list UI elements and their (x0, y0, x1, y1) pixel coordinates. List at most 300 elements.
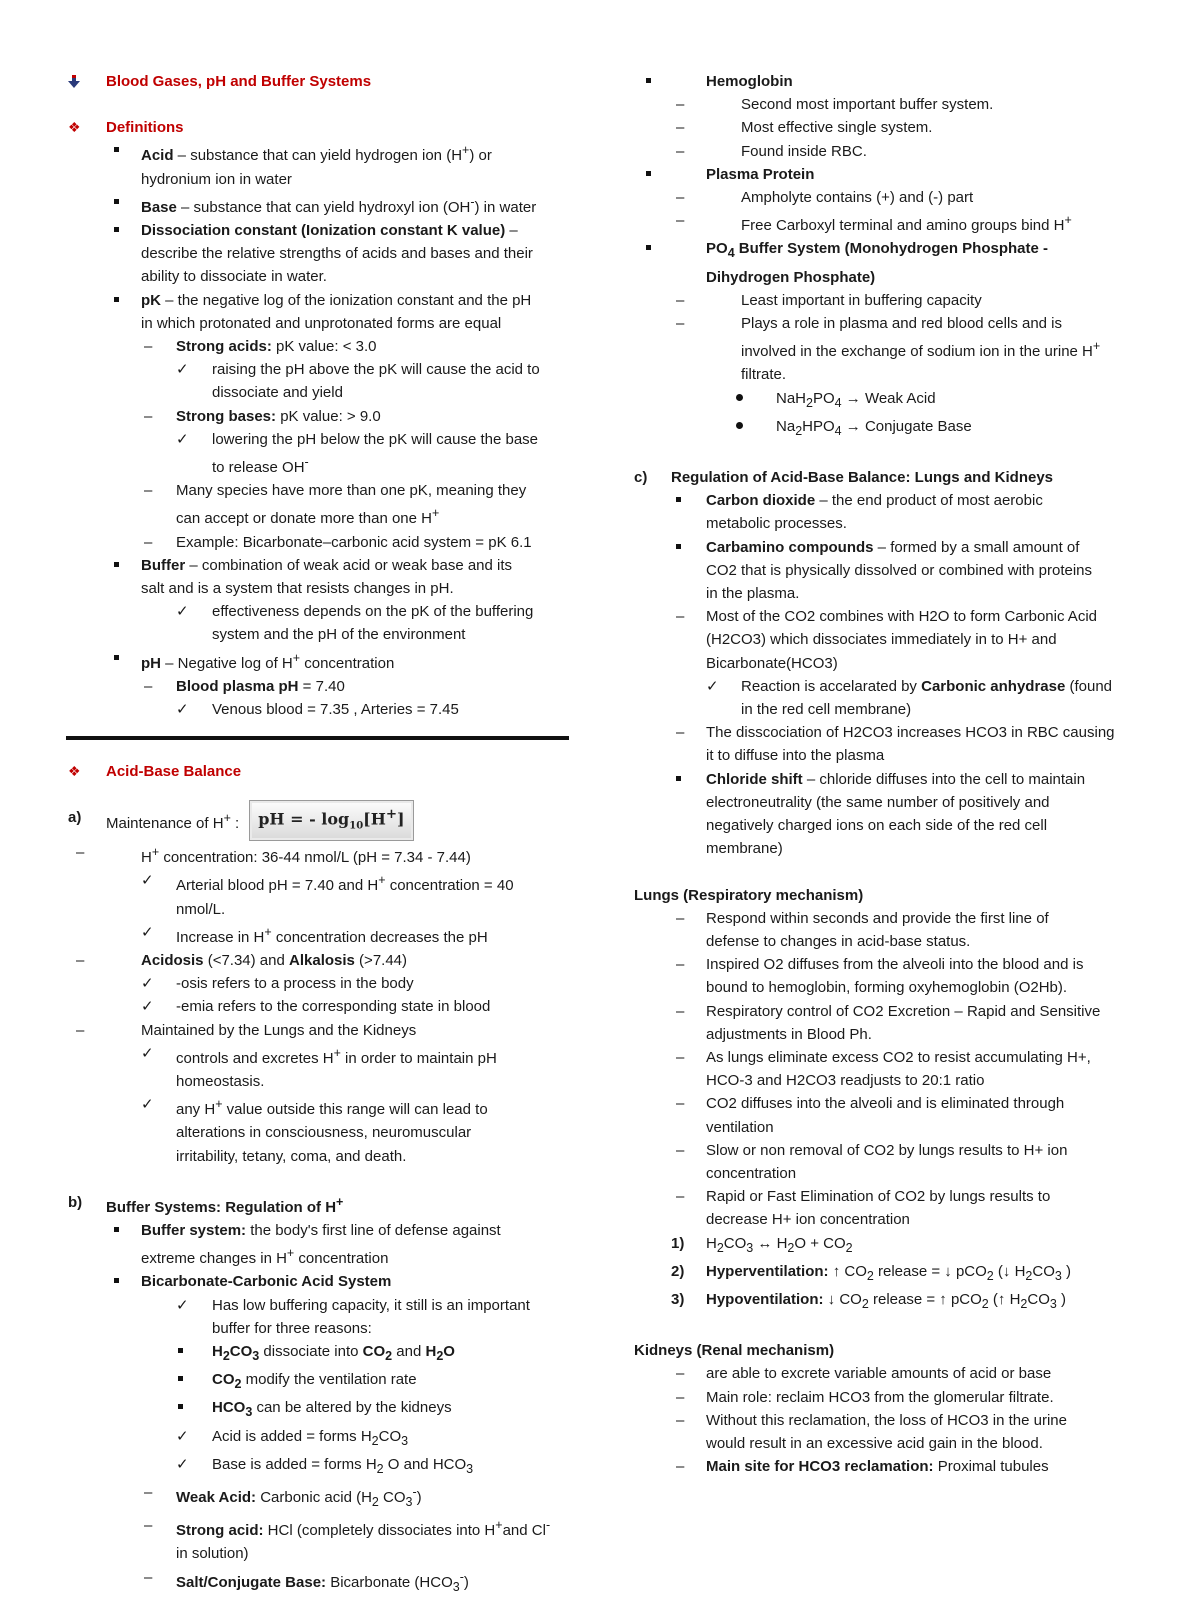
line-text: $CO_2$ modify the ventilation rate (212, 1371, 417, 1392)
line-text: Increase in H+ concentration decreases the pH (176, 924, 488, 946)
text-line (68, 1121, 573, 1144)
line-text: Has low buffering capacity, it still is an important (212, 1296, 530, 1314)
text-line (68, 191, 573, 219)
line-text: Salt/Conjugate Base: Bicarbonate $(HCO_3^-)$ (176, 1569, 469, 1594)
text-line (68, 1453, 573, 1481)
text-line (634, 884, 1139, 907)
text-line (68, 451, 573, 479)
text-line (68, 1542, 573, 1565)
line-text: H+ concentration: 36-44 nmol/L (pH = 7.34 - 7.44) (141, 845, 471, 867)
square-bullet-icon (646, 163, 651, 186)
square-bullet-icon (646, 70, 651, 93)
line-text: Dihydrogen Phosphate) (706, 268, 876, 286)
line-text: Strong acid: HCl (completely dissociates into H+and Cl- (176, 1518, 551, 1540)
line-text: filtrate. (741, 366, 787, 384)
line-text: HCO-3 and H2CO3 readjusts to 20:1 ratio (706, 1072, 985, 1090)
text-line (68, 405, 573, 428)
line-text: irritability, tetany, coma, and death. (176, 1147, 407, 1165)
line-text: Most effective single system. (741, 119, 933, 137)
line-text: dissociate and yield (212, 384, 343, 402)
text-line (68, 289, 573, 312)
line-text: Definitions (106, 119, 184, 137)
text-line (68, 869, 573, 897)
text-line (68, 1093, 573, 1121)
text-line (634, 140, 1139, 163)
text-line (634, 237, 1139, 265)
text-line (68, 428, 573, 451)
line-text: salt and is a system that resists changes in pH. (141, 580, 454, 598)
dash-bullet: – (676, 909, 685, 927)
text-line (634, 559, 1139, 582)
line-text: electroneutrality (the same number of positively and (706, 793, 1050, 811)
text-line (634, 1185, 1139, 1208)
text-line (68, 554, 573, 577)
text-line (68, 600, 573, 623)
text-line (68, 995, 573, 1018)
text-line (68, 1270, 573, 1293)
line-text: Hyperventilation: ↑ $CO_2$ release = ↓ pCO$_2$ (↓ $H_2CO_3$ ) (706, 1262, 1071, 1283)
line-text: Most of the CO2 combines with H2O to form Carbonic Acid (706, 608, 1097, 626)
line-text: $HCO_3$ can be altered by the kidneys (212, 1399, 452, 1420)
line-text: Ampholyte contains (+) and (-) part (741, 189, 974, 207)
text-line (634, 70, 1139, 93)
dash-bullet: – (676, 212, 685, 230)
text-line (634, 652, 1139, 675)
diamond-icon: ❖ (68, 763, 81, 780)
text-line (634, 1362, 1139, 1385)
text-line (68, 502, 573, 530)
text-line (68, 577, 573, 600)
text-line (634, 582, 1139, 605)
dash-bullet: – (144, 677, 153, 695)
text-line (68, 1019, 573, 1042)
line-text: involved in the exchange of sodium ion in the urine H+ (741, 339, 1101, 361)
dash-bullet: – (676, 1002, 685, 1020)
line-text: Acid is added = forms $H_2CO_3$ (212, 1427, 409, 1448)
text-line (634, 698, 1139, 721)
section-divider (66, 736, 569, 740)
spacer (68, 1168, 573, 1191)
spacer (634, 1316, 1139, 1339)
text-line (634, 1023, 1139, 1046)
text-line (68, 1317, 573, 1340)
line-text: Regulation of Acid-Base Balance: Lungs and Kidneys (671, 469, 1054, 487)
dash-bullet: – (676, 608, 685, 626)
square-bullet-icon (178, 1396, 183, 1419)
text-line (68, 806, 573, 841)
text-line (68, 479, 573, 502)
line-text: defense to changes in acid-base status. (706, 932, 971, 950)
line-text: Carbon dioxide – the end product of most aerobic (706, 492, 1043, 510)
dash-bullet: – (76, 844, 85, 862)
line-text: Example: Bicarbonate–carbonic acid system = pK 6.1 (176, 533, 532, 551)
text-line (68, 675, 573, 698)
dash-bullet: – (676, 189, 685, 207)
text-line (634, 1288, 1139, 1316)
line-text: Inspired O2 diffuses from the alveoli into the blood and is (706, 956, 1084, 974)
square-bullet-icon (114, 1219, 119, 1242)
text-line (634, 1139, 1139, 1162)
text-line (634, 1208, 1139, 1231)
line-text: Main role: reclaim HCO3 from the glomerular filtrate. (706, 1388, 1054, 1406)
line-text: Arterial blood pH = 7.40 and H+ concentration = 40 (176, 873, 514, 895)
text-line (634, 1092, 1139, 1115)
line-text: Rapid or Fast Elimination of CO2 by lungs results to (706, 1188, 1051, 1206)
dash-bullet: – (76, 952, 85, 970)
text-line (634, 953, 1139, 976)
line-text: Free Carboxyl terminal and amino groups bind H+ (741, 213, 1072, 235)
text-line (634, 163, 1139, 186)
text-line (68, 698, 573, 721)
line-text: The disscociation of H2CO3 increases HCO3 in RBC causing (706, 724, 1115, 742)
line-text: Many species have more than one pK, meaning they (176, 482, 527, 500)
text-line (68, 70, 573, 93)
text-line (68, 972, 573, 995)
text-line (634, 791, 1139, 814)
line-text: Weak Acid: Carbonic acid ($H_2$ $CO_3^-$) (176, 1485, 422, 1510)
dash-bullet: – (676, 1141, 685, 1159)
line-text: Base – substance that can yield hydroxyl ion (OH-) in water (141, 194, 537, 216)
line-text: decrease H+ ion concentration (706, 1211, 910, 1229)
dash-bullet: – (676, 1188, 685, 1206)
text-line (634, 1409, 1139, 1432)
line-text: pH – Negative log of H+ concentration (141, 650, 395, 672)
text-line (68, 949, 573, 972)
line-text: $H_2CO_3$ dissociate into $CO_2$ and $H_2O$ (212, 1343, 455, 1364)
text-line (634, 837, 1139, 860)
line-text: in the plasma. (706, 585, 800, 603)
dash-bullet: – (676, 142, 685, 160)
text-line (634, 1339, 1139, 1362)
text-line (68, 531, 573, 554)
line-text: Respond within seconds and provide the first line of (706, 909, 1049, 927)
text-line (634, 489, 1139, 512)
line-text: Acid-Base Balance (106, 763, 242, 781)
text-line (634, 1000, 1139, 1023)
text-line (634, 675, 1139, 698)
dash-bullet: – (676, 119, 685, 137)
dot-bullet-icon (736, 415, 743, 438)
line-text: it to diffuse into the plasma (706, 747, 885, 765)
list-label: 1) (671, 1234, 685, 1252)
list-label: b) (68, 1193, 83, 1211)
line-text: extreme changes in H+ concentration (141, 1246, 389, 1268)
line-text: Kidneys (Renal mechanism) (634, 1342, 835, 1360)
dash-bullet: – (144, 1517, 153, 1535)
dash-bullet: – (676, 315, 685, 333)
line-text: describe the relative strengths of acids and bases and their (141, 245, 533, 263)
line-text: are able to excrete variable amounts of acid or base (706, 1365, 1052, 1383)
text-line (634, 721, 1139, 744)
diamond-icon: ❖ (68, 119, 81, 136)
check-icon: ✓ (176, 361, 189, 379)
text-line (634, 363, 1139, 386)
text-line (68, 358, 573, 381)
line-text: Maintained by the Lungs and the Kidneys (141, 1021, 417, 1039)
text-line (634, 387, 1139, 415)
text-line (634, 266, 1139, 289)
text-line (634, 466, 1139, 489)
line-text: system and the pH of the environment (212, 626, 466, 644)
line-text: would result in an excessive acid gain in the blood. (706, 1434, 1043, 1452)
square-bullet-icon (114, 1270, 119, 1293)
line-text: Blood plasma pH = 7.40 (176, 677, 345, 695)
line-text: effectiveness depends on the pK of the buffering (212, 603, 534, 621)
ph-formula-image: pH = - $\log_{10}[H^+]$ (249, 800, 413, 841)
check-icon: ✓ (176, 1455, 189, 1473)
text-line (634, 768, 1139, 791)
square-bullet-icon (114, 554, 119, 577)
square-bullet-icon (114, 289, 119, 312)
dash-bullet: – (676, 1365, 685, 1383)
text-line (68, 1368, 573, 1396)
check-icon: ✓ (141, 872, 154, 890)
line-text: Plasma Protein (706, 165, 815, 183)
line-text: in solution) (176, 1545, 249, 1563)
line-text: Buffer – combination of weak acid or weak base and its (141, 556, 513, 574)
text-line (634, 1069, 1139, 1092)
line-text: membrane) (706, 840, 783, 858)
text-line (68, 1145, 573, 1168)
text-line (68, 647, 573, 675)
check-icon: ✓ (706, 677, 719, 695)
check-icon: ✓ (141, 1096, 154, 1114)
text-line (634, 415, 1139, 443)
line-text: Respiratory control of CO2 Excretion – Rapid and Sensitive (706, 1002, 1101, 1020)
check-icon: ✓ (141, 975, 154, 993)
dash-bullet: – (676, 956, 685, 974)
text-line (68, 1219, 573, 1242)
dash-bullet: – (676, 96, 685, 114)
line-text: -emia refers to the corresponding state in blood (176, 998, 491, 1016)
line-text: pK – the negative log of the ionization constant and the pH (141, 291, 532, 309)
text-line (634, 976, 1139, 999)
check-icon: ✓ (141, 923, 154, 941)
text-line (68, 1340, 573, 1368)
line-text: Buffer system: the body's first line of defense against (141, 1222, 501, 1240)
text-line (634, 1260, 1139, 1288)
check-icon: ✓ (176, 430, 189, 448)
text-line (634, 536, 1139, 559)
text-line (634, 335, 1139, 363)
line-text: hydronium ion in water (141, 170, 292, 188)
right-column (634, 70, 1139, 1478)
text-line (634, 1232, 1139, 1260)
square-bullet-icon (676, 489, 681, 512)
line-text: CO2 diffuses into the alveoli and is eliminated through (706, 1095, 1065, 1113)
text-line (68, 760, 573, 783)
line-text: Found inside RBC. (741, 142, 867, 160)
dash-bullet: – (144, 338, 153, 356)
text-line (634, 1455, 1139, 1478)
dash-bullet: – (144, 407, 153, 425)
line-text: Acidosis (<7.34) and Alkalosis (>7.44) (141, 952, 408, 970)
dash-bullet: – (676, 724, 685, 742)
left-column (68, 70, 573, 1599)
down-arrow-icon (68, 73, 80, 96)
line-text: ability to dissociate in water. (141, 268, 327, 286)
dash-bullet: – (676, 1458, 685, 1476)
line-text: concentration (706, 1164, 797, 1182)
line-text: Main site for HCO3 reclamation: Proximal tubules (706, 1458, 1049, 1476)
dash-bullet: – (144, 1568, 153, 1586)
line-text: Bicarbonate-Carbonic Acid System (141, 1273, 392, 1291)
list-label: 2) (671, 1262, 685, 1280)
line-text: Least important in buffering capacity (741, 291, 982, 309)
text-line (634, 907, 1139, 930)
line-text: Without this reclamation, the loss of HCO3 in the urine (706, 1411, 1067, 1429)
line-text: Hemoglobin (706, 73, 793, 90)
check-icon: ✓ (176, 603, 189, 621)
text-line (68, 1514, 573, 1542)
line-text: ventilation (706, 1118, 774, 1136)
square-bullet-icon (114, 647, 119, 670)
line-text: $Na_2HPO_4$ → Conjugate Base (776, 417, 972, 438)
line-text: Base is added = forms $H_2$ O and $HCO_3$ (212, 1455, 474, 1476)
line-text: lowering the pH below the pK will cause the base (212, 430, 539, 448)
line-text: nmol/L. (176, 900, 226, 918)
line-text: negatively charged ions on each side of the red cell (706, 817, 1048, 835)
text-line (68, 1566, 573, 1599)
text-line (68, 139, 573, 167)
line-text: As lungs eliminate excess CO2 to resist accumulating H+, (706, 1048, 1091, 1066)
text-line (634, 1116, 1139, 1139)
text-line (68, 1425, 573, 1453)
line-text: buffer for three reasons: (212, 1319, 372, 1337)
text-line (68, 1396, 573, 1424)
line-text: in the red cell membrane) (741, 701, 912, 719)
text-line (68, 312, 573, 335)
line-text: metabolic processes. (706, 515, 847, 533)
line-text: Blood Gases, pH and Buffer Systems (106, 73, 372, 90)
dash-bullet: – (144, 533, 153, 551)
square-bullet-icon (178, 1368, 183, 1391)
list-label: 3) (671, 1290, 685, 1308)
line-text: to release OH- (212, 455, 309, 477)
square-bullet-icon (114, 139, 119, 162)
text-line (68, 1191, 573, 1219)
dash-bullet: – (676, 1095, 685, 1113)
text-line (68, 1481, 573, 1514)
line-text: $PO_4$ Buffer System (Monohydrogen Phosphate - (706, 240, 1048, 261)
line-text: -osis refers to a process in the body (176, 975, 414, 993)
text-line (634, 1386, 1139, 1409)
line-text: (H2CO3) which dissociates immediately in to H+ and (706, 631, 1057, 649)
line-text: Carbamino compounds – formed by a small amount of (706, 538, 1080, 556)
line-text: CO2 that is physically dissolved or combined with proteins (706, 561, 1093, 579)
line-text: Dissociation constant (Ionization constant K value) – (141, 222, 518, 240)
text-line (68, 265, 573, 288)
line-text: any H+ value outside this range will can lead to (176, 1097, 488, 1119)
spacer (68, 93, 573, 116)
list-label: c) (634, 469, 648, 487)
text-line (634, 1162, 1139, 1185)
line-text: Strong bases: pK value: > 9.0 (176, 407, 381, 425)
text-line (68, 219, 573, 242)
line-text: Strong acids: pK value: < 3.0 (176, 338, 377, 356)
line-text: Chloride shift – chloride diffuses into the cell to maintain (706, 770, 1086, 788)
line-text: Reaction is accelarated by Carbonic anhydrase (found (741, 677, 1113, 695)
text-line (634, 512, 1139, 535)
square-bullet-icon (676, 768, 681, 791)
text-line (68, 168, 573, 191)
spacer (634, 443, 1139, 466)
text-line (68, 841, 573, 869)
text-line (68, 898, 573, 921)
line-text: $H_2CO_3$ ↔ $H_2O + CO_2$ (706, 1234, 853, 1255)
line-text: Hypoventilation: ↓ $CO_2$ release = ↑ pCO$_2$ (↑ $H_2CO_3$ ) (706, 1290, 1066, 1311)
square-bullet-icon (178, 1340, 183, 1363)
dot-bullet-icon (736, 387, 743, 410)
text-line (634, 93, 1139, 116)
text-line (634, 930, 1139, 953)
line-text: Lungs (Respiratory mechanism) (634, 886, 864, 904)
text-line (68, 381, 573, 404)
line-text: Buffer Systems: Regulation of H+ (106, 1194, 344, 1216)
text-line (634, 312, 1139, 335)
text-line (634, 1046, 1139, 1069)
text-line (634, 289, 1139, 312)
text-line (634, 814, 1139, 837)
text-line (68, 116, 573, 139)
text-line (68, 1070, 573, 1093)
square-bullet-icon (676, 536, 681, 559)
line-text: Slow or non removal of CO2 by lungs results to H+ ion (706, 1141, 1068, 1159)
text-line (68, 1294, 573, 1317)
text-line (634, 605, 1139, 628)
check-icon: ✓ (176, 1296, 189, 1314)
line-text: Acid – substance that can yield hydrogen ion (H+) or (141, 143, 492, 165)
line-text: Bicarbonate(HCO3) (706, 654, 838, 672)
dash-bullet: – (144, 1484, 153, 1502)
text-line (68, 335, 573, 358)
line-text: controls and excretes H+ in order to maintain pH (176, 1045, 497, 1067)
check-icon: ✓ (141, 998, 154, 1016)
text-line (68, 623, 573, 646)
dash-bullet: – (676, 1388, 685, 1406)
dash-bullet: – (676, 1411, 685, 1429)
dash-bullet: – (676, 291, 685, 309)
line-text: Maintenance of H+ : (106, 810, 240, 832)
spacer (634, 861, 1139, 884)
square-bullet-icon (646, 237, 651, 260)
text-line (68, 921, 573, 949)
text-line (634, 186, 1139, 209)
text-line (68, 1042, 573, 1070)
line-text: homeostasis. (176, 1073, 265, 1091)
text-line (634, 744, 1139, 767)
text-line (634, 209, 1139, 237)
line-text: alterations in consciousness, neuromuscular (176, 1124, 472, 1142)
text-line (68, 242, 573, 265)
text-line (68, 1242, 573, 1270)
dash-bullet: – (676, 1048, 685, 1066)
text-line (634, 1432, 1139, 1455)
square-bullet-icon (114, 219, 119, 242)
line-text: can accept or donate more than one H+ (176, 506, 440, 528)
line-text: Second most important buffer system. (741, 96, 994, 114)
list-label: a) (68, 809, 82, 827)
dash-bullet: – (76, 1021, 85, 1039)
line-text: adjustments in Blood Ph. (706, 1025, 872, 1043)
line-text: in which protonated and unprotonated forms are equal (141, 314, 502, 332)
check-icon: ✓ (176, 1427, 189, 1445)
text-line (634, 116, 1139, 139)
line-text: Venous blood = 7.35 , Arteries = 7.45 (212, 701, 459, 719)
check-icon: ✓ (141, 1044, 154, 1062)
line-text: bound to hemoglobin, forming oxyhemoglobin (O2Hb). (706, 979, 1068, 997)
line-text: Plays a role in plasma and red blood cells and is (741, 315, 1063, 333)
